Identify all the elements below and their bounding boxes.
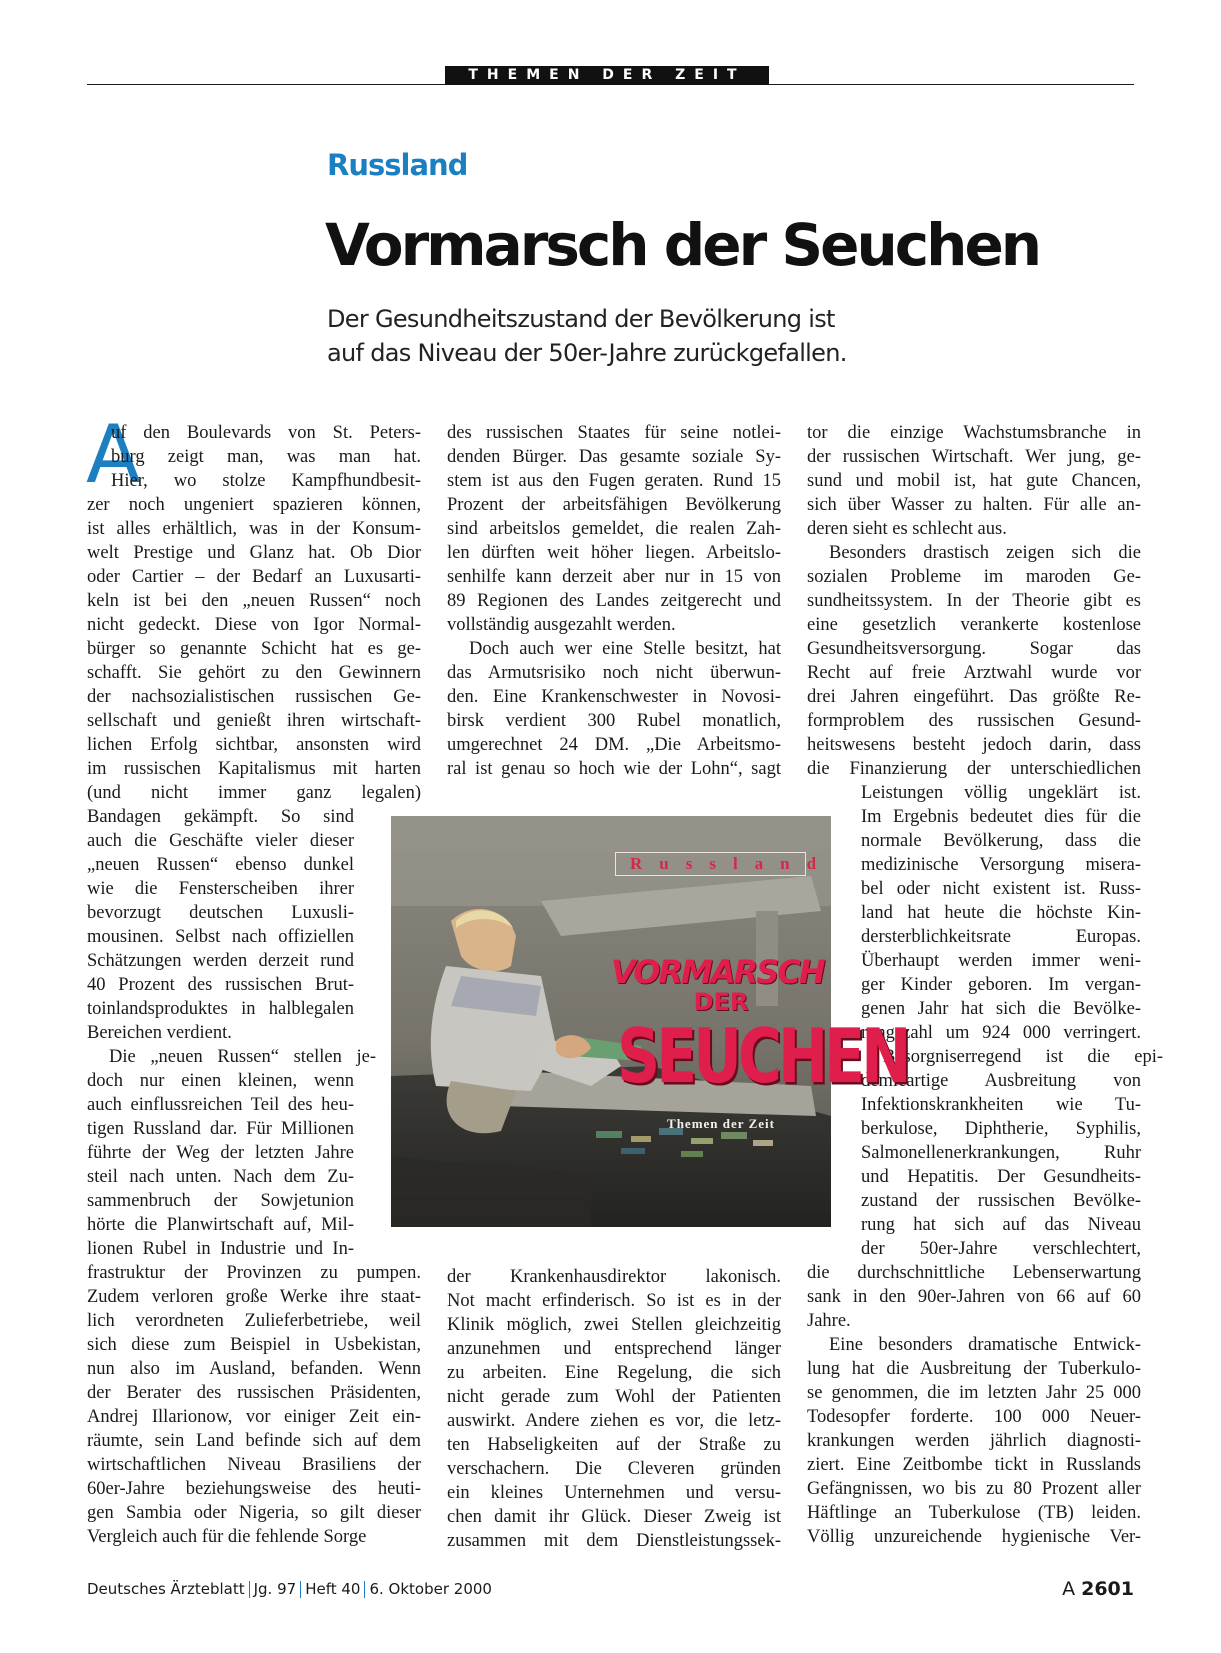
text-line: len dürften weit höher liegen. Arbeitslo- <box>447 543 781 563</box>
text-line: schafft. Sie gehört zu den Gewinnern <box>87 663 421 683</box>
text-line: uf den Boulevards von St. Peters- <box>111 423 421 443</box>
footer-divider <box>300 1581 301 1598</box>
text-line: Recht auf freie Arztwahl wurde vor <box>807 663 1141 683</box>
text-line: toinlandsproduktes in halblegalen <box>87 999 354 1019</box>
text-line: tor die einzige Wachstumsbranche in <box>807 423 1141 443</box>
text-line: Not macht erfinderisch. So ist es in der <box>447 1291 781 1311</box>
text-column-2-top <box>447 421 781 781</box>
footer-divider <box>249 1581 250 1598</box>
journal-volume: Jg. 97 <box>253 1580 297 1598</box>
text-line: sund und mobil ist, hat gute Chancen, <box>807 471 1141 491</box>
text-line: zer noch ungeniert spazieren können, <box>87 495 421 515</box>
lede-line: Der Gesundheitszustand der Bevölkerung ist <box>327 305 835 333</box>
text-line: krankungen werden jährlich diagnosti- <box>807 1431 1141 1451</box>
text-line: sammenbruch der Sowjetunion <box>87 1191 354 1211</box>
text-line: Im Ergebnis bedeutet dies für die <box>861 807 1141 827</box>
text-line: ral ist genau so hoch wie der Lohn“, sagt <box>447 759 781 779</box>
text-line: drei Jahren eingeführt. Das größte Re- <box>807 687 1141 707</box>
text-line: wie die Fensterscheiben ihrer <box>87 879 354 899</box>
text-line: ein kleines Unternehmen und versu- <box>447 1483 781 1503</box>
text-line: medizinische Versorgung misera- <box>861 855 1141 875</box>
text-line: Besorgniserregend ist die epi- <box>883 1047 1163 1067</box>
text-line: führte der Weg der letzten Jahre <box>87 1143 354 1163</box>
text-line: verschachern. Die Cleveren gründen <box>447 1459 781 1479</box>
text-line: ger Kinder geboren. Im vergan- <box>861 975 1141 995</box>
text-line: Überhaupt werden immer weni- <box>861 951 1141 971</box>
text-line: berkulose, Diphtherie, Syphilis, <box>861 1119 1141 1139</box>
photo-title-line2: DER <box>693 988 749 1016</box>
text-line: auch einflussreichen Teil des heu- <box>87 1095 354 1115</box>
text-line: normale Bevölkerung, dass die <box>861 831 1141 851</box>
text-line: land hat heute die höchste Kin- <box>861 903 1141 923</box>
text-line: ziert. Eine Zeitbombe tickt in Russlands <box>807 1455 1141 1475</box>
text-line: genen Jahr hat sich die Bevölke- <box>861 999 1141 1019</box>
text-line: Infektionskrankheiten wie Tu- <box>861 1095 1141 1115</box>
drop-cap: A <box>86 408 141 501</box>
text-line: des russischen Staates für seine notlei- <box>447 423 781 443</box>
text-line: Besonders drastisch zeigen sich die <box>829 543 1141 563</box>
text-line: se genommen, die im letzten Jahr 25 000 <box>807 1383 1141 1403</box>
text-line: zustand der russischen Bevölke- <box>861 1191 1141 1211</box>
text-line: Prozent der arbeitsfähigen Bevölkerung <box>447 495 781 515</box>
text-line: der russischen Wirtschaft. Wer jung, ge- <box>807 447 1141 467</box>
text-line: Salmonellenerkrankungen, Ruhr <box>861 1143 1141 1163</box>
footer-divider <box>364 1581 365 1598</box>
text-line: den. Eine Krankenschwester in Novosi- <box>447 687 781 707</box>
journal-name: Deutsches Ärzteblatt <box>87 1580 245 1598</box>
section-label: THEMEN DER ZEIT <box>445 66 769 85</box>
text-line: bel oder nicht existent ist. Russ- <box>861 879 1141 899</box>
text-line: „neuen Russen“ ebenso dunkel <box>87 855 354 875</box>
text-line: Klinik möglich, zwei Stellen gleichzeitig <box>447 1315 781 1335</box>
text-line: senhilfe kann derzeit aber nur in 15 von <box>447 567 781 587</box>
text-line: auch die Geschäfte vieler dieser <box>87 831 354 851</box>
text-line: lionen Rubel in Industrie und In- <box>87 1239 354 1259</box>
text-line: Todesopfer forderte. 100 000 Neuer- <box>807 1407 1141 1427</box>
text-line: auswirkt. Andere ziehen es vor, die letz- <box>447 1411 781 1431</box>
text-line: nicht gedeckt. Diese von Igor Normal- <box>87 615 421 635</box>
journal-issue: Heft 40 <box>305 1580 361 1598</box>
text-line: sind arbeitslos gemeldet, die realen Zah- <box>447 519 781 539</box>
text-line: gen Sambia oder Nigeria, so gilt dieser <box>87 1503 421 1523</box>
text-line: der Krankenhausdirektor lakonisch. <box>447 1267 781 1287</box>
text-line: keln ist bei den „neuen Russen“ noch <box>87 591 421 611</box>
text-line: bürger so genannte Schicht hat es ge- <box>87 639 421 659</box>
text-line: Jahre. <box>807 1311 851 1331</box>
page-prefix: A <box>1062 1578 1076 1600</box>
text-line: mousinen. Selbst nach offiziellen <box>87 927 354 947</box>
text-line: sank in den 90er-Jahren von 66 auf 60 <box>807 1287 1141 1307</box>
text-line: Hier, wo stolze Kampfhundbesit- <box>111 471 421 491</box>
text-line: chen damit ihr Glück. Dieser Zweig ist <box>447 1507 781 1527</box>
text-line: demieartige Ausbreitung von <box>861 1071 1141 1091</box>
text-line: denden Bürger. Das gesamte soziale Sy- <box>447 447 781 467</box>
text-line: lung hat die Ausbreitung der Tuberkulo- <box>807 1359 1141 1379</box>
text-line: anzunehmen und entsprechend länger <box>447 1339 781 1359</box>
text-line: 60er-Jahre beziehungsweise des heuti- <box>87 1479 421 1499</box>
text-line: der 50er-Jahre verschlechtert, <box>861 1239 1141 1259</box>
text-line: Vergleich auch für die fehlende Sorge <box>87 1527 367 1547</box>
text-line: ten Habseligkeiten auf der Straße zu <box>447 1435 781 1455</box>
text-column-1 <box>87 421 421 1549</box>
text-line: die Finanzierung der unterschiedlichen <box>807 759 1141 779</box>
text-line: bevorzugt deutschen Luxusli- <box>87 903 354 923</box>
photo-tag: Russland <box>615 852 806 876</box>
text-line: Zudem verloren große Werke ihre staat- <box>87 1287 421 1307</box>
page-number <box>1062 1577 1134 1601</box>
text-line: vollständig ausgezahlt werden. <box>447 615 676 635</box>
text-line: der Berater des russischen Präsidenten, <box>87 1383 421 1403</box>
text-column-3 <box>807 421 1163 1549</box>
text-line: burg zeigt man, was man hat. <box>111 447 421 467</box>
text-line: und Hepatitis. Der Gesundheits- <box>861 1167 1141 1187</box>
text-line: Eine besonders dramatische Entwick- <box>829 1335 1141 1355</box>
article-lede <box>327 302 947 370</box>
photo-title-line3: SEUCHEN <box>617 1013 908 1101</box>
text-line: deren sieht es schlecht aus. <box>807 519 1007 539</box>
text-line: tigen Russland dar. Für Millionen <box>87 1119 354 1139</box>
text-line: frastruktur der Provinzen zu pumpen. <box>87 1263 421 1283</box>
text-line: im russischen Kapitalismus mit harten <box>87 759 421 779</box>
text-line: sich über Wasser zu halten. Für alle an- <box>807 495 1141 515</box>
text-line: oder Cartier – der Bedarf an Luxusarti- <box>87 567 421 587</box>
page-footer <box>87 1577 1134 1601</box>
section-header <box>87 66 1134 85</box>
text-line: 40 Prozent des russischen Brut- <box>87 975 354 995</box>
text-line: birsk verdient 300 Rubel monatlich, <box>447 711 781 731</box>
text-line: rung hat sich auf das Niveau <box>861 1215 1141 1235</box>
photo-series-label: Themen der Zeit <box>667 1116 775 1131</box>
text-line: der nachsozialistischen russischen Ge- <box>87 687 421 707</box>
text-line: zu arbeiten. Eine Regelung, die sich <box>447 1363 781 1383</box>
article-photo <box>391 816 908 1227</box>
text-line: Doch auch wer eine Stelle besitzt, hat <box>469 639 781 659</box>
photo-title-line1: VORMARSCH <box>611 953 824 991</box>
text-line: dersterblichkeitsrate Europas. <box>861 927 1141 947</box>
text-line: sundheitssystem. In der Theorie gibt es <box>807 591 1141 611</box>
text-line: formproblem des russischen Gesund- <box>807 711 1141 731</box>
text-line: wirtschaftlichen Niveau Brasiliens der <box>87 1455 421 1475</box>
text-line: nun also im Ausland, befanden. Wenn <box>87 1359 421 1379</box>
text-line: räumte, sein Land befinde sich auf dem <box>87 1431 421 1451</box>
text-line: stem ist aus den Fugen geraten. Rund 15 <box>447 471 781 491</box>
text-line: sozialen Probleme im maroden Ge- <box>807 567 1141 587</box>
text-line: Völlig unzureichende hygienische Ver- <box>807 1527 1141 1547</box>
text-line: Leistungen völlig ungeklärt ist. <box>861 783 1141 803</box>
text-line: das Armutsrisiko noch nicht überwun- <box>447 663 781 683</box>
text-line: ist alles erhältlich, was in der Konsum- <box>87 519 421 539</box>
article-kicker: Russland <box>327 148 468 182</box>
text-line: sich diese zum Beispiel in Usbekistan, <box>87 1335 421 1355</box>
text-line: Häftlinge an Tuberkulose (TB) leiden. <box>807 1503 1141 1523</box>
article-headline: Vormarsch der Seuchen <box>325 211 1040 279</box>
text-line: Die „neuen Russen“ stellen je- <box>109 1047 376 1067</box>
text-line: Schätzungen werden derzeit rund <box>87 951 354 971</box>
text-line: lichen Erfolg sichtbar, ansonsten wird <box>87 735 421 755</box>
text-line: lich verordneten Zulieferbetriebe, weil <box>87 1311 421 1331</box>
text-line: eine gesetzlich verankerte kostenlose <box>807 615 1141 635</box>
text-line: zusammen mit dem Dienstleistungssek- <box>447 1531 781 1551</box>
text-column-2-bottom <box>447 1265 781 1553</box>
text-line: nicht gerade zum Wohl der Patienten <box>447 1387 781 1407</box>
text-line: doch nur einen kleinen, wenn <box>87 1071 354 1091</box>
text-line: Andrej Illarionow, vor einiger Zeit ein- <box>87 1407 421 1427</box>
text-line: hörte die Planwirtschaft auf, Mil- <box>87 1215 354 1235</box>
text-line: Gefängnissen, wo bis zu 80 Prozent aller <box>807 1479 1141 1499</box>
page-number-value: 2601 <box>1081 1578 1134 1600</box>
text-line: steil nach unten. Nach dem Zu- <box>87 1167 354 1187</box>
issue-date: 6. Oktober 2000 <box>369 1580 492 1598</box>
text-line: Bereichen verdient. <box>87 1023 232 1043</box>
text-line: sellschaft und genießt ihren wirtschaft- <box>87 711 421 731</box>
text-line: welt Prestige und Glanz hat. Ob Dior <box>87 543 421 563</box>
text-line: umgerechnet 24 DM. „Die Arbeitsmo- <box>447 735 781 755</box>
lede-line: auf das Niveau der 50er-Jahre zurückgefallen. <box>327 339 847 367</box>
text-line: die durchschnittliche Lebenserwartung <box>807 1263 1141 1283</box>
text-line: (und nicht immer ganz legalen) <box>87 783 421 803</box>
text-line: heitswesens besteht jedoch darin, dass <box>807 735 1141 755</box>
text-line: 89 Regionen des Landes zeitgerecht und <box>447 591 781 611</box>
text-line: Bandagen gekämpft. So sind <box>87 807 354 827</box>
text-line: Gesundheitsversorgung. Sogar das <box>807 639 1141 659</box>
text-line: rungszahl um 924 000 verringert. <box>861 1023 1141 1043</box>
